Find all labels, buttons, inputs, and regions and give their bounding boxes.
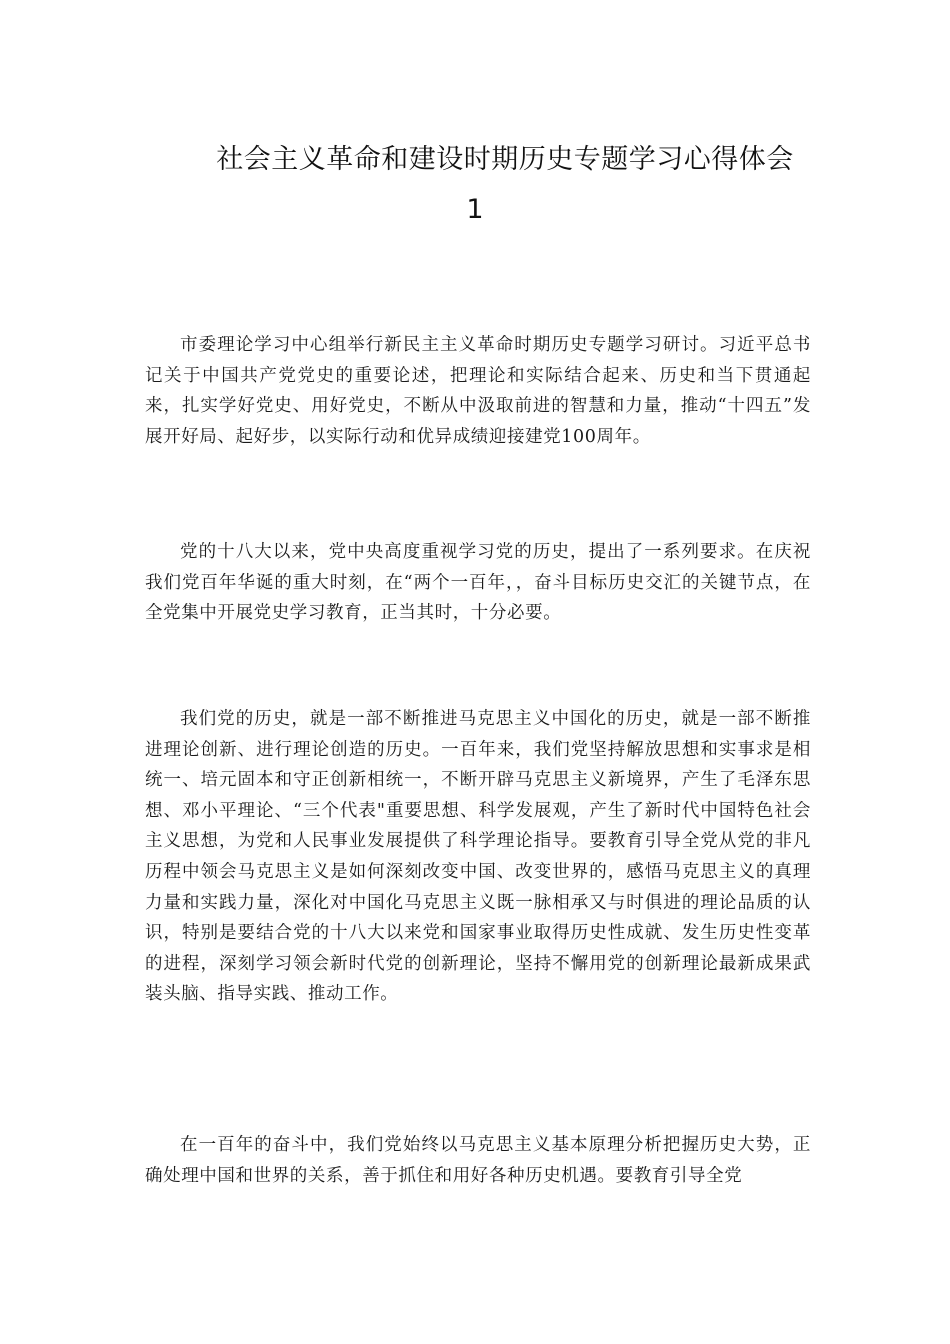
paragraph-2: 党的十八大以来，党中央高度重视学习党的历史，提出了一系列要求。在庆祝我们党百年华诞的重大时刻，在“两个一百年，，奋斗目标历史交汇的关键节点，在全党集中开展党史学习教育，正当其时，十分必要。	[145, 542, 811, 624]
document-title-number: 1	[466, 194, 484, 225]
paragraph-3: 我们党的历史，就是一部不断推进马克思主义中国化的历史，就是一部不断推进理论创新、进行理论创造的历史。一百年来，我们党坚持解放思想和实事求是相统一、培元固本和守正创新相统一，不断开辟马克思主义新境界，产生了毛泽东思想、邓小平理论、“三个代表"重要思想、科学发展观，产生了新时代中国特色社会主义思想，为党和人民事业发展提供了科学理论指导。要教育引导全党从党的非凡历程中领会马克思主义是如何深刻改变中国、改变世界的，感悟马克思主义的真理力量和实践力量，深化对中国化马克思主义既一脉相承又与时俱进的理论品质的认识，特别是要结合党的十八大以来党和国家事业取得历史性成就、发生历史性变革的进程，深刻学习领会新时代党的创新理论，坚持不懈用党的创新理论最新成果武装头脑、指导实践、推动工作。	[145, 709, 811, 1005]
document-title: 社会主义革命和建设时期历史专题学习心得体会	[216, 144, 794, 175]
paragraph-4: 在一百年的奋斗中，我们党始终以马克思主义基本原理分析把握历史大势，正确处理中国和世界的关系，善于抓住和用好各种历史机遇。要教育引导全党	[145, 1135, 811, 1186]
paragraph-1: 市委理论学习中心组举行新民主主义革命时期历史专题学习研讨。习近平总书记关于中国共产党党史的重要论述，把理论和实际结合起来、历史和当下贯通起来，扎实学好党史、用好党史，不断从中汲取前进的智慧和力量，推动“十四五”发展开好局、起好步，以实际行动和优异成绩迎接建党100周年。	[145, 335, 811, 447]
